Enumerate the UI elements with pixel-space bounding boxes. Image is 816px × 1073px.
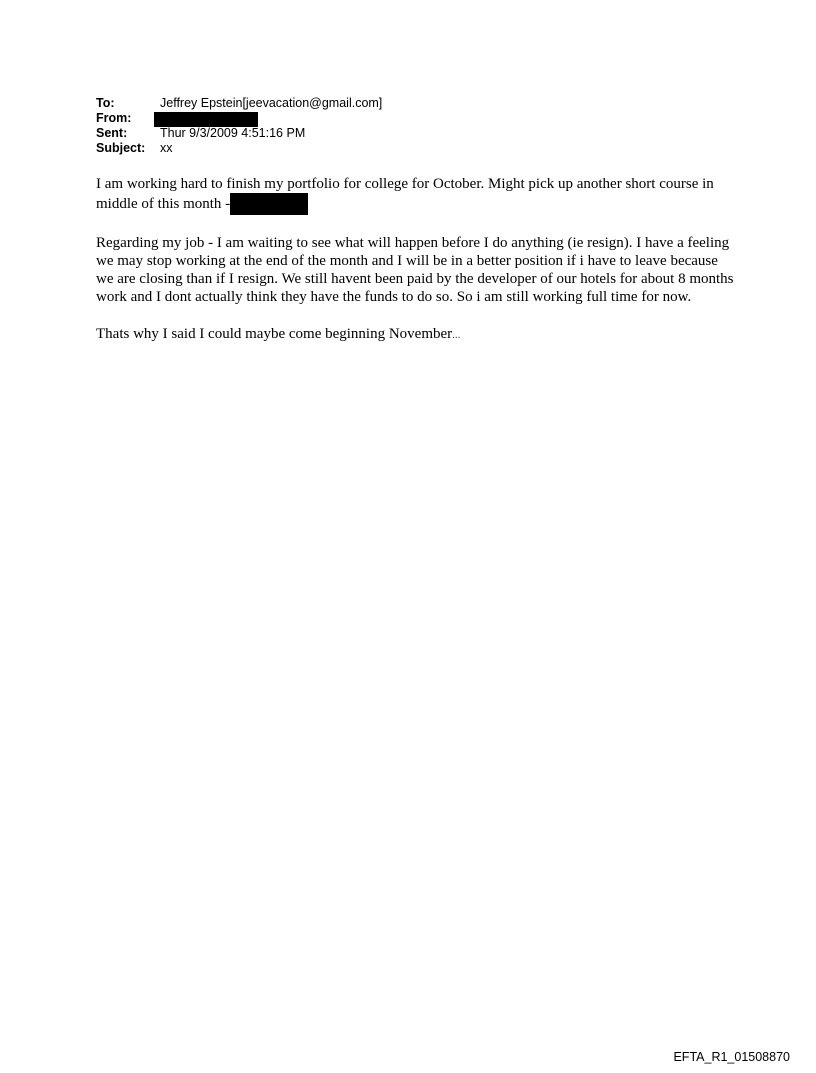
body-paragraph-1 <box>96 175 736 215</box>
to-label: To: <box>96 96 115 110</box>
body-redaction <box>230 193 308 215</box>
document-id: EFTA_R1_01508870 <box>673 1050 790 1064</box>
subject-label: Subject: <box>96 141 146 155</box>
from-redaction <box>154 112 258 127</box>
to-row <box>96 96 382 111</box>
from-row <box>96 111 382 126</box>
subject-row <box>96 141 382 156</box>
sent-row <box>96 126 382 141</box>
body-paragraph-3-text: Thats why I said I could maybe come beginning November <box>96 326 453 343</box>
email-body <box>96 175 736 363</box>
from-label: From: <box>96 111 132 125</box>
body-paragraph-1-text: I am working hard to finish my portfolio for college for October. Might pick up another short course in middle of this month - <box>96 176 714 213</box>
to-value: Jeffrey Epstein[jeevacation@gmail.com] <box>160 96 383 110</box>
body-paragraph-3 <box>96 325 736 344</box>
subject-value: xx <box>160 141 173 155</box>
body-paragraph-2: Regarding my job - I am waiting to see what will happen before I do anything (ie resign). I have a feeling we may stop working at the end of the month and I will be in a better position if i have to leave because we are closing than if I resign. We still havent been paid by the developer of our hotels for about 8 months work and I dont actually think they have the funds to do so. So i am still working full time for now. <box>96 234 734 306</box>
email-header <box>96 96 382 156</box>
body-paragraph-3-ellipsis: ... <box>452 329 461 342</box>
sent-label: Sent: <box>96 126 128 140</box>
sent-value: Thur 9/3/2009 4:51:16 PM <box>160 126 306 140</box>
